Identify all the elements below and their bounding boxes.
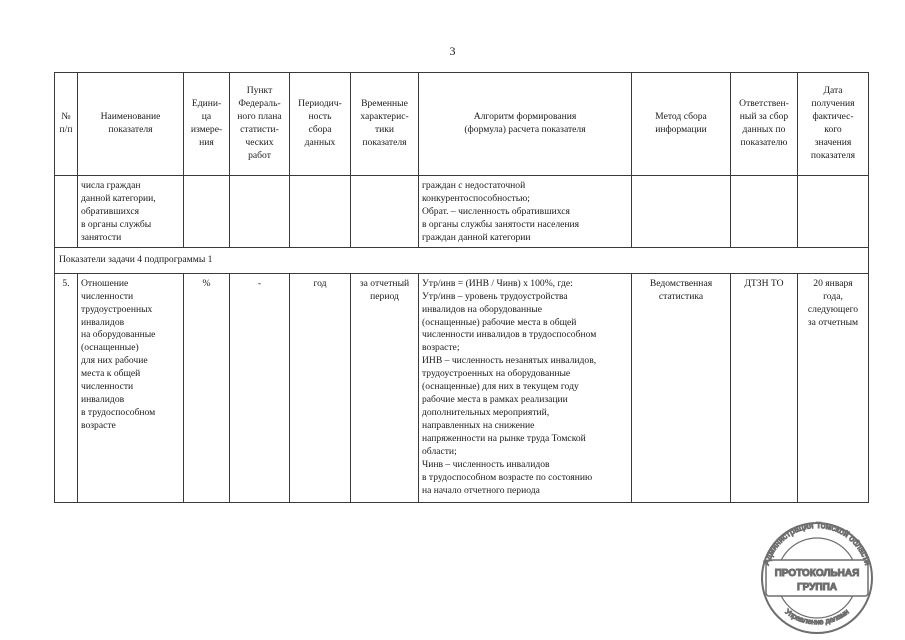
header-method: Метод сбора информации (632, 73, 731, 176)
cell-num: 5. (55, 273, 78, 502)
cell-date: 20 января года, следующего за отчетным (798, 273, 869, 502)
header-plan-item: Пункт Федераль- ного плана статисти- ческих работ (230, 73, 290, 176)
stamp-outer-text: Администрация Томской области (760, 519, 874, 567)
header-periodicity: Периодич- ность сбора данных (290, 73, 351, 176)
cell-name: Отношение численности трудоустроенных инвалидов на оборудованные (оснащенные) для них рабочие места к общей численности инвалидов в трудоспособном возрасте (78, 273, 184, 502)
cell-unit (184, 176, 230, 248)
stamp-bottom-text: Управление делами (783, 607, 851, 627)
section-row (55, 247, 869, 273)
cell-method (632, 176, 731, 248)
indicators-table (54, 72, 869, 503)
stamp-line-1: ПРОТОКОЛЬНАЯ (774, 568, 860, 579)
table-row (55, 273, 869, 502)
header-num: № п/п (55, 73, 78, 176)
cell-responsible: ДТЗН ТО (731, 273, 798, 502)
cell-num (55, 176, 78, 248)
header-time-characteristics: Временные характерис- тики показателя (351, 73, 419, 176)
header-unit: Едини- ца измере- ния (184, 73, 230, 176)
cell-method: Ведомственная статистика (632, 273, 731, 502)
cell-time-characteristics: за отчетный период (351, 273, 419, 502)
header-algorithm: Алгоритм формирования (формула) расчета показателя (419, 73, 632, 176)
page-number: 3 (449, 44, 456, 58)
table-row (55, 176, 869, 248)
cell-date (798, 176, 869, 248)
cell-algorithm: Утр/инв = (ИНВ / Чинв) х 100%, где: Утр/инв – уровень трудоустройства инвалидов на оборудованные (оснащенные) рабочие места в общей численности инвалидов в трудоспособном возрасте; ИНВ – численность незанятых инвалидов, трудоустроенных на оборудованные (оснащенные) для них в текущем году рабочие места в рамках реализации дополнительных мероприятий, направленных на снижение напряженности на рынке труда Томской области; Чинв – численность инвалидов в трудоспособном возрасте по состоянию на начало отчетного периода (419, 273, 632, 502)
header-responsible: Ответствен- ный за сбор данных по показателю (731, 73, 798, 176)
stamp-seal (752, 516, 882, 634)
cell-responsible (731, 176, 798, 248)
cell-periodicity (290, 176, 351, 248)
header-date: Дата получения фактичес- кого значения показателя (798, 73, 869, 176)
section-title: Показатели задачи 4 подпрограммы 1 (55, 247, 869, 273)
cell-name: числа граждан данной категории, обратившихся в органы службы занятости (78, 176, 184, 248)
cell-plan-item (230, 176, 290, 248)
cell-plan-item: - (230, 273, 290, 502)
cell-periodicity: год (290, 273, 351, 502)
table-header-row (55, 73, 869, 176)
cell-time-characteristics (351, 176, 419, 248)
cell-algorithm: граждан с недостаточной конкурентоспособностью; Обрат. – численность обратившихся в органы службы занятости населения граждан данной категории (419, 176, 632, 248)
stamp-graphics (761, 520, 873, 633)
stamp-line-2: ГРУППА (796, 582, 838, 593)
cell-unit: % (184, 273, 230, 502)
header-name: Наименование показателя (78, 73, 184, 176)
